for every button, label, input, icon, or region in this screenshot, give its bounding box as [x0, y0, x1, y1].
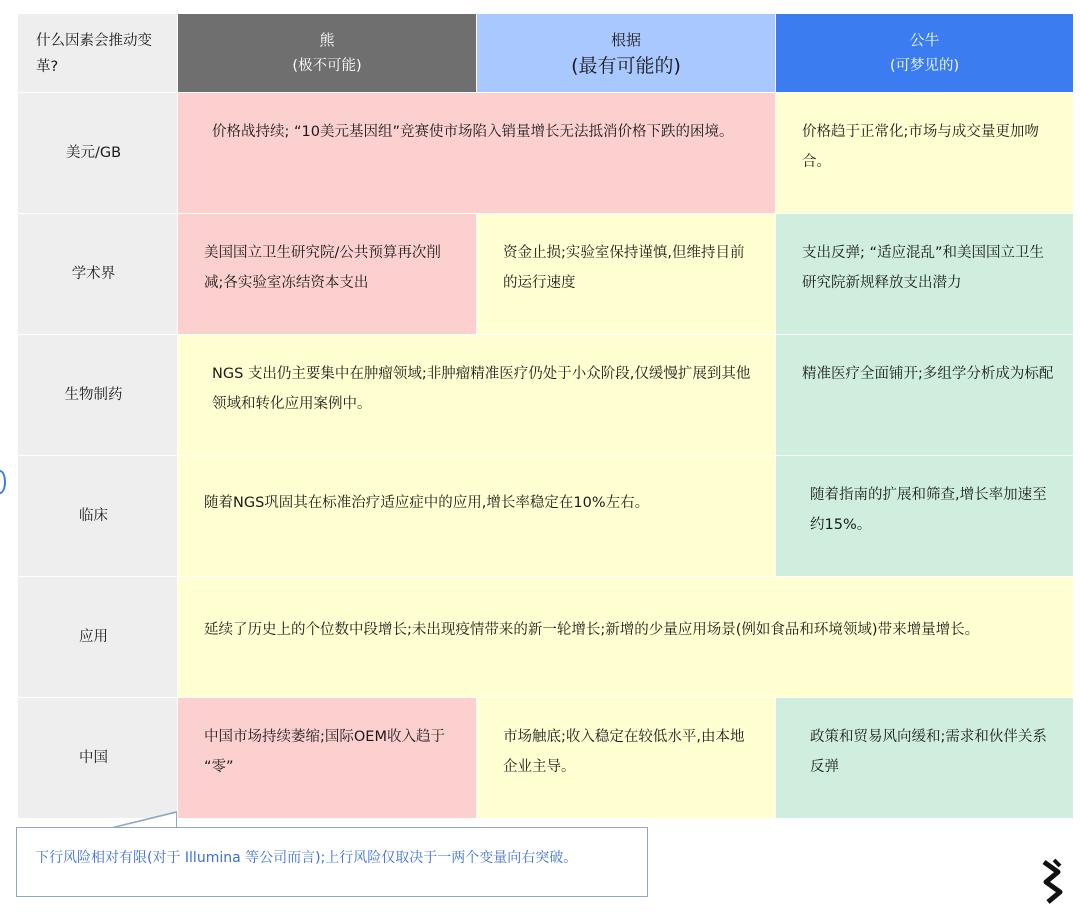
header-question: 什么因素会推动变革? — [18, 14, 177, 92]
row-label-usd-gb: 美元/GB — [18, 93, 177, 213]
header-bear-subtitle: (极不可能) — [292, 58, 362, 74]
header-bull-title: 公牛 — [909, 31, 940, 49]
cell-applied-all: 延续了历史上的个位数中段增长;未出现疫情带来的新一轮增长;新增的少量应用场景(例如食品和环境领域)带来增量增长。 — [178, 577, 1073, 697]
header-bull — [776, 14, 1073, 92]
cell-clinical-bear-base: 随着NGS巩固其在标准治疗适应症中的应用,增长率稳定在10%左右。 — [178, 456, 775, 576]
scenario-table — [18, 14, 1073, 818]
cell-china-base: 市场触底;收入稳定在较低水平,由本地企业主导。 — [477, 698, 775, 818]
header-bull-subtitle: (可梦见的) — [889, 58, 960, 74]
cell-usd-gb-bull: 价格趋于正常化;市场与成交量更加吻合。 — [776, 93, 1073, 213]
cell-china-bear: 中国市场持续萎缩;国际OEM收入趋于 “零” — [178, 698, 476, 818]
row-label-china: 中国 — [18, 698, 177, 818]
cell-clinical-bull: 随着指南的扩展和筛查,增长率加速至约15%。 — [776, 456, 1073, 576]
cell-academia-bull: 支出反弹; “适应混乱”和美国国立卫生研究院新规释放支出潜力 — [776, 214, 1073, 334]
callout-tail-fill — [114, 813, 176, 828]
row-label-applied: 应用 — [18, 577, 177, 697]
edge-marker — [0, 470, 6, 494]
row-label-clinical: 临床 — [18, 456, 177, 576]
cell-academia-bear: 美国国立卫生研究院/公共预算再次削减;各实验室冻结资本支出 — [178, 214, 476, 334]
cell-china-bull: 政策和贸易风向缓和;需求和伙伴关系反弹 — [776, 698, 1073, 818]
callout-note: 下行风险相对有限(对于 Illumina 等公司而言);上行风险仅取决于一两个变量向右突破。 — [16, 827, 648, 897]
row-label-academia: 学术界 — [18, 214, 177, 334]
header-base-title: 根据 — [610, 31, 641, 49]
row-label-biopharma: 生物制药 — [18, 335, 177, 455]
cell-academia-base: 资金止损;实验室保持谨慎,但维持目前的运行速度 — [477, 214, 775, 334]
header-bear — [178, 14, 476, 92]
header-base-subtitle: (最有可能的) — [571, 55, 681, 77]
header-base — [477, 14, 775, 92]
dna-logo-icon — [1040, 858, 1066, 906]
cell-usd-gb-bear-base: 价格战持续; “10美元基因组”竞赛使市场陷入销量增长无法抵消价格下跌的困境。 — [178, 93, 775, 213]
cell-biopharma-bear-base: NGS 支出仍主要集中在肿瘤领域;非肿瘤精准医疗仍处于小众阶段,仅缓慢扩展到其他领域和转化应用案例中。 — [178, 335, 775, 455]
cell-biopharma-bull: 精准医疗全面铺开;多组学分析成为标配 — [776, 335, 1073, 455]
header-bear-title: 熊 — [319, 31, 335, 49]
